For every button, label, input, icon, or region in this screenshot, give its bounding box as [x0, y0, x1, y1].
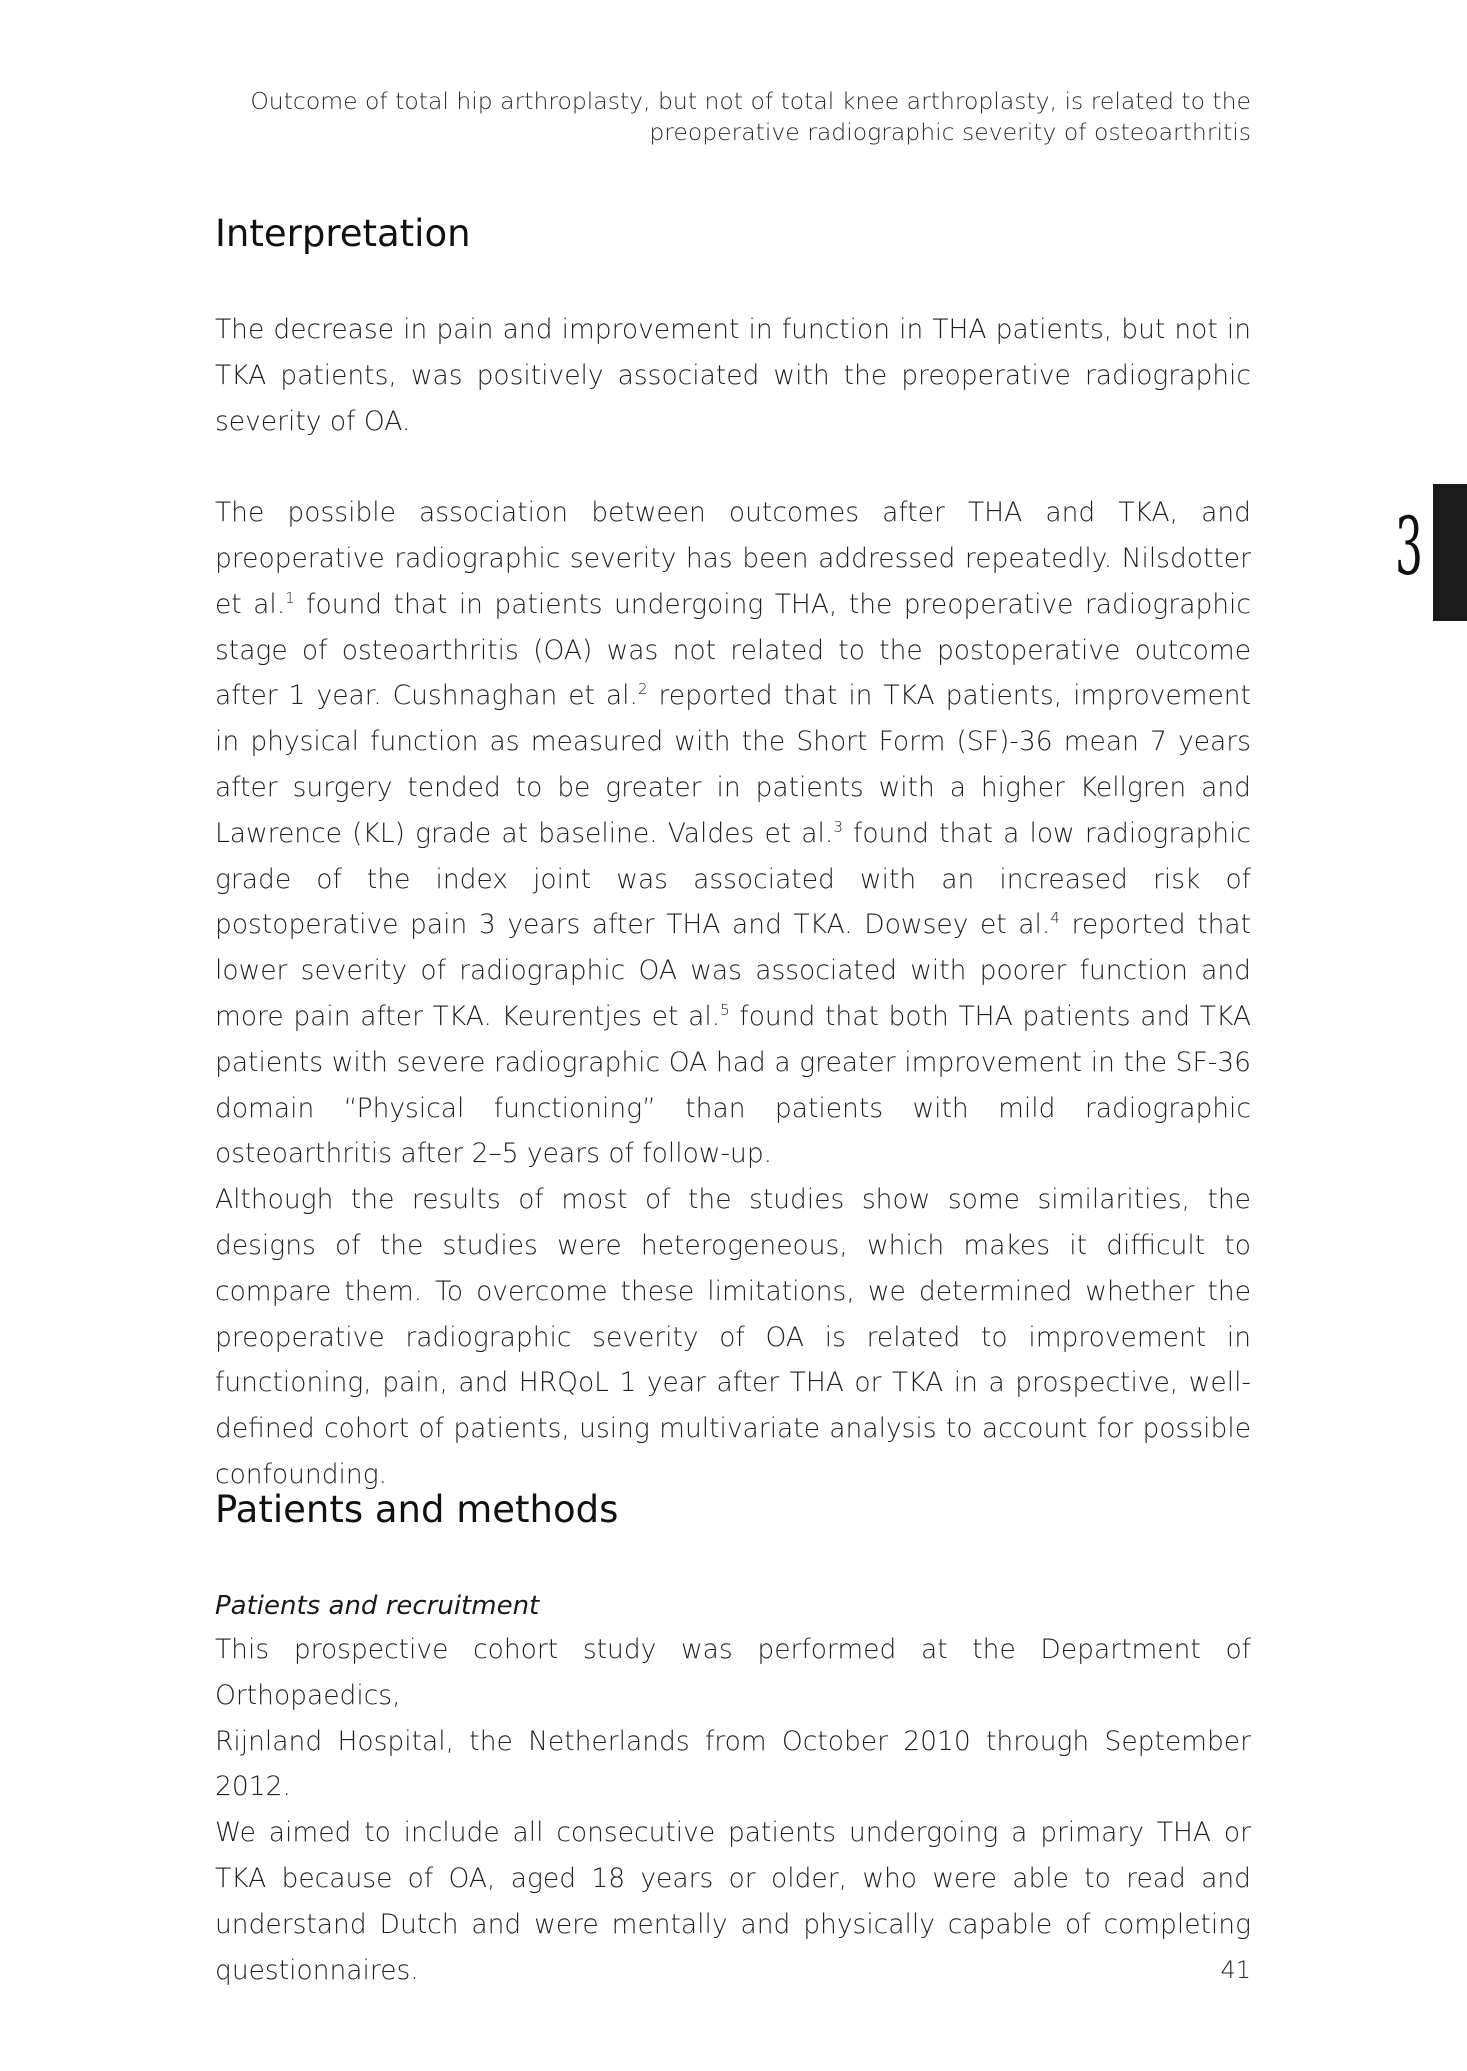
paragraph-2-text-6: found that both THA patients and TKA patients with severe radiographic OA had a greater improvement in the SF-36 domain “Physical functioning” than patients with mild radiographic osteoarthritis after 2–5 years of follow-up. [215, 1000, 1251, 1170]
subheading-patients-and-recruitment: Patients and recruitment [215, 1591, 540, 1621]
interpretation-paragraph-2 [215, 490, 1251, 1177]
chapter-number: 3 [1395, 500, 1423, 593]
paragraph-2-text-4: found that a low radiographic grade of the index joint was associated with an increased risk of postoperative pain 3 years after THA and TKA. Dowsey et al. [215, 817, 1251, 941]
paragraph-2-text-2: found that in patients undergoing THA, the preoperative radiographic stage of osteoarthritis (OA) was not related to the postoperative outcome after 1 year. Cushnaghan et al. [215, 588, 1251, 712]
reference-4: 4 [1050, 909, 1060, 928]
section-heading-interpretation: Interpretation [215, 212, 471, 255]
reference-2: 2 [637, 680, 648, 699]
recruitment-paragraph: We aimed to include all consecutive patients undergoing a primary THA or TKA because of OA, aged 18 years or older, who were able to read and understand Dutch and were mentally and physically capable of completing questionnaires. [215, 1817, 1251, 1986]
interpretation-paragraph-1: The decrease in pain and improvement in function in THA patients, but not in TKA patients, was positively associated with the preoperative radiographic severity of OA. [215, 314, 1251, 437]
reference-3: 3 [833, 817, 843, 836]
reference-5: 5 [720, 1001, 730, 1020]
running-header-line-1: Outcome of total hip arthroplasty, but not of total knee arthroplasty, is related to the [250, 87, 1251, 115]
recruitment-body [215, 1627, 1251, 1993]
paragraph-2-text-1: The possible association between outcomes after THA and TKA, and preoperative radiographic severity has been addressed repeatedly. Nilsdotter et al. [215, 497, 1251, 620]
interpretation-paragraph-3: Although the results of most of the studies show some similarities, the designs of the studies were heterogeneous, which makes it difficult to compare them. To overcome these limitations, we determined whether the preoperative radiographic severity of OA is related to improvement in functioning, pain, and HRQoL 1 year after THA or TKA in a prospective, well-defined cohort of patients, using multivariate analysis to account for possible confounding. [215, 1184, 1251, 1490]
reference-1: 1 [285, 588, 295, 607]
page-number: 41 [1220, 1956, 1251, 1984]
paragraph-2-text-3: reported that in TKA patients, improvement in physical function as measured with the Short Form (SF)-36 mean 7 years after surgery tended to be greater in patients with a higher Kellgren and Lawrence (KL) grade at baseline. Valdes et al. [215, 680, 1251, 849]
recruitment-line-1: This prospective cohort study was performed at the Department of Orthopaedics, [215, 1634, 1251, 1711]
chapter-tab-marker [1433, 484, 1467, 621]
running-header [215, 86, 1251, 148]
running-header-line-2: preoperative radiographic severity of osteoarthritis [649, 118, 1251, 146]
recruitment-line-2: Rijnland Hospital, the Netherlands from October 2010 through September 2012. [215, 1725, 1251, 1803]
section-heading-patients-and-methods: Patients and methods [215, 1488, 619, 1531]
paragraph-2-text-5: reported that lower severity of radiographic OA was associated with poorer function and more pain after TKA. Keurentjes et al. [215, 909, 1251, 1032]
interpretation-body [215, 307, 1251, 1498]
